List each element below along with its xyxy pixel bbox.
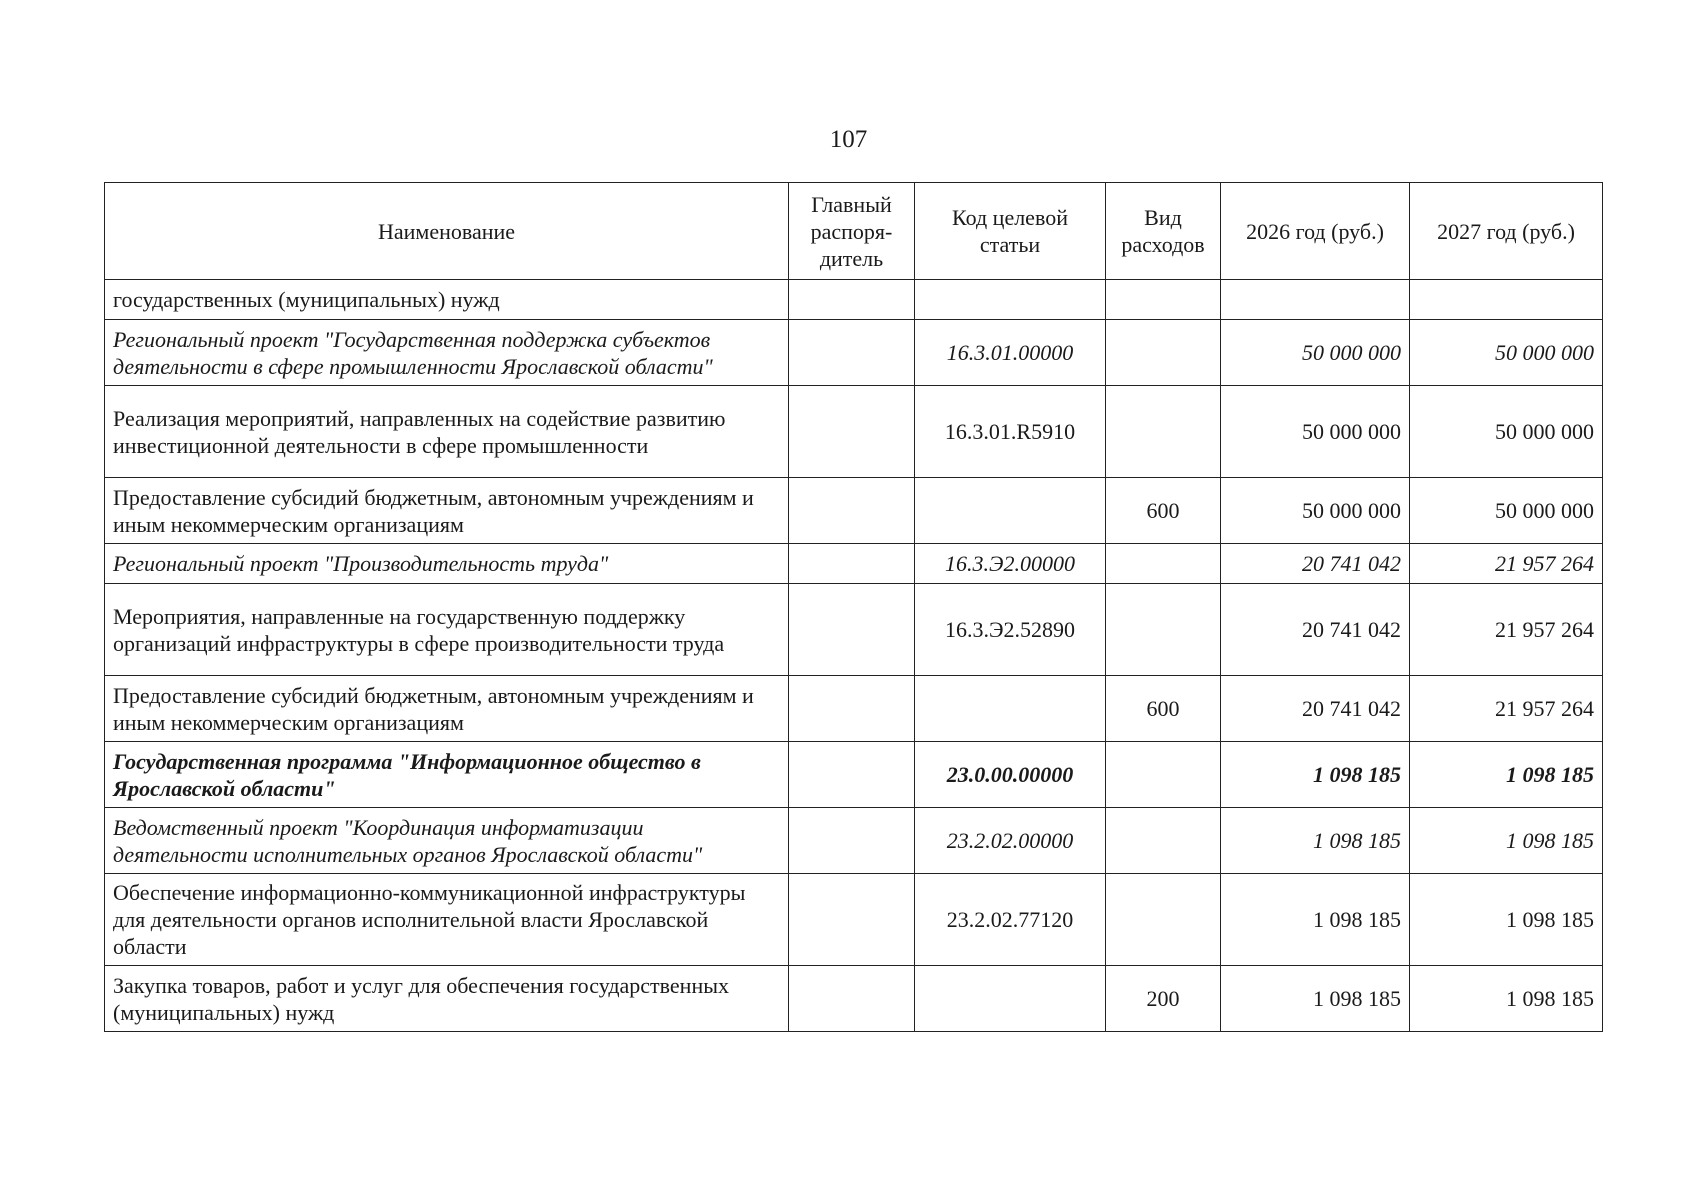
header-admin: Главный распоря-дитель [789, 183, 915, 280]
cell-name: государственных (муниципальных) нужд [105, 280, 789, 320]
cell-2027: 1 098 185 [1410, 966, 1603, 1032]
header-name: Наименование [105, 183, 789, 280]
cell-kind [1106, 320, 1221, 386]
table-row [105, 320, 1603, 386]
table-row [105, 584, 1603, 676]
cell-admin [789, 478, 915, 544]
cell-kind: 600 [1106, 478, 1221, 544]
cell-2027 [1410, 280, 1603, 320]
header-code: Код целевой статьи [915, 183, 1106, 280]
cell-2027: 50 000 000 [1410, 386, 1603, 478]
cell-code [915, 966, 1106, 1032]
cell-name: Предоставление субсидий бюджетным, автономным учреждениям и иным некоммерческим организациям [105, 478, 789, 544]
cell-2026: 1 098 185 [1221, 874, 1410, 966]
cell-name: Обеспечение информационно-коммуникационной инфраструктуры для деятельности органов исполнительной власти Ярославской области [105, 874, 789, 966]
cell-kind [1106, 280, 1221, 320]
cell-2026: 50 000 000 [1221, 478, 1410, 544]
cell-name: Реализация мероприятий, направленных на содействие развитию инвестиционной деятельности в сфере промышленности [105, 386, 789, 478]
cell-2027: 21 957 264 [1410, 584, 1603, 676]
cell-name: Ведомственный проект "Координация информатизации деятельности исполнительных органов Ярославской области" [105, 808, 789, 874]
cell-admin [789, 676, 915, 742]
cell-code [915, 478, 1106, 544]
cell-admin [789, 874, 915, 966]
cell-kind [1106, 386, 1221, 478]
table-row [105, 742, 1603, 808]
cell-2027: 1 098 185 [1410, 742, 1603, 808]
cell-2027: 1 098 185 [1410, 874, 1603, 966]
cell-code: 23.0.00.00000 [915, 742, 1106, 808]
table-row [105, 676, 1603, 742]
cell-2027: 1 098 185 [1410, 808, 1603, 874]
cell-admin [789, 808, 915, 874]
cell-name: Региональный проект "Государственная поддержка субъектов деятельности в сфере промышленности Ярославской области" [105, 320, 789, 386]
cell-code: 16.3.Э2.00000 [915, 544, 1106, 584]
cell-code [915, 676, 1106, 742]
table-header-row [105, 183, 1603, 280]
cell-kind [1106, 544, 1221, 584]
header-kind: Вид расходов [1106, 183, 1221, 280]
table-row [105, 280, 1603, 320]
cell-2026: 1 098 185 [1221, 966, 1410, 1032]
cell-name: Региональный проект "Производительность труда" [105, 544, 789, 584]
table-row [105, 478, 1603, 544]
cell-2026: 20 741 042 [1221, 676, 1410, 742]
header-2026: 2026 год (руб.) [1221, 183, 1410, 280]
table-row [105, 544, 1603, 584]
table-row [105, 808, 1603, 874]
cell-2026: 1 098 185 [1221, 808, 1410, 874]
cell-2027: 21 957 264 [1410, 676, 1603, 742]
cell-admin [789, 544, 915, 584]
cell-2027: 50 000 000 [1410, 320, 1603, 386]
cell-kind [1106, 808, 1221, 874]
cell-name: Предоставление субсидий бюджетным, автономным учреждениям и иным некоммерческим организациям [105, 676, 789, 742]
header-2027: 2027 год (руб.) [1410, 183, 1603, 280]
cell-admin [789, 742, 915, 808]
cell-kind [1106, 874, 1221, 966]
table-row [105, 966, 1603, 1032]
cell-2026: 1 098 185 [1221, 742, 1410, 808]
cell-2027: 50 000 000 [1410, 478, 1603, 544]
cell-admin [789, 584, 915, 676]
cell-kind [1106, 584, 1221, 676]
table-row [105, 386, 1603, 478]
cell-2026 [1221, 280, 1410, 320]
table-row [105, 874, 1603, 966]
cell-kind: 600 [1106, 676, 1221, 742]
cell-code: 23.2.02.77120 [915, 874, 1106, 966]
budget-table [104, 182, 1603, 1032]
cell-kind [1106, 742, 1221, 808]
cell-name: Государственная программа "Информационное общество в Ярославской области" [105, 742, 789, 808]
cell-kind: 200 [1106, 966, 1221, 1032]
table-body [105, 280, 1603, 1032]
cell-code: 16.3.01.R5910 [915, 386, 1106, 478]
cell-2026: 50 000 000 [1221, 320, 1410, 386]
cell-name: Закупка товаров, работ и услуг для обеспечения государственных (муниципальных) нужд [105, 966, 789, 1032]
cell-code: 16.3.01.00000 [915, 320, 1106, 386]
cell-admin [789, 280, 915, 320]
cell-code [915, 280, 1106, 320]
cell-2026: 20 741 042 [1221, 584, 1410, 676]
cell-admin [789, 966, 915, 1032]
cell-2026: 20 741 042 [1221, 544, 1410, 584]
page-number: 107 [829, 126, 868, 153]
cell-admin [789, 320, 915, 386]
cell-name: Мероприятия, направленные на государственную поддержку организаций инфраструктуры в сфере производительности труда [105, 584, 789, 676]
cell-admin [789, 386, 915, 478]
cell-2026: 50 000 000 [1221, 386, 1410, 478]
cell-code: 16.3.Э2.52890 [915, 584, 1106, 676]
cell-2027: 21 957 264 [1410, 544, 1603, 584]
cell-code: 23.2.02.00000 [915, 808, 1106, 874]
